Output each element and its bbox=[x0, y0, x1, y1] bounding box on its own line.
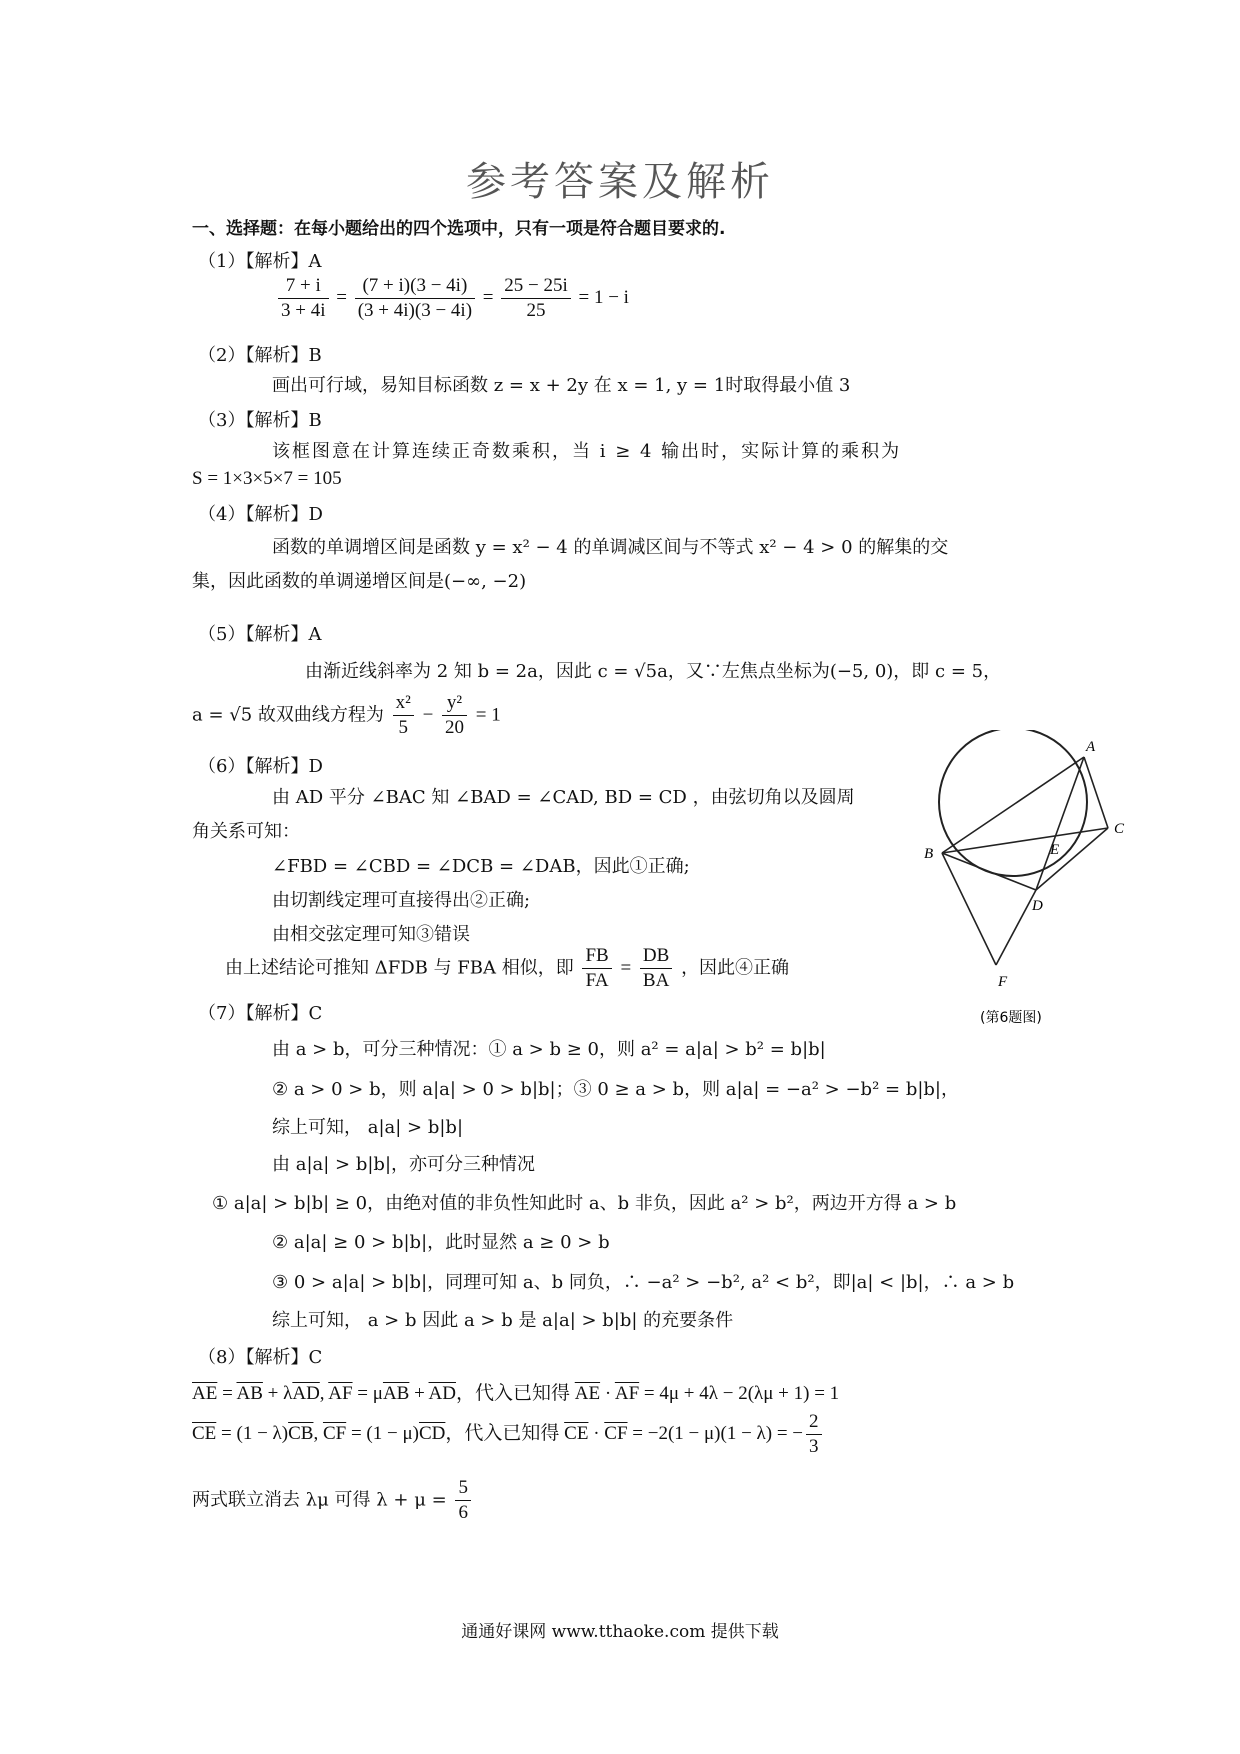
q8-l2d: ，代入已知得 bbox=[445, 1422, 565, 1444]
q8-frac-num: 2 bbox=[806, 1410, 822, 1435]
q6-equals: = bbox=[620, 957, 632, 979]
vector-AE: $\overline{AE}$ bbox=[192, 1383, 218, 1404]
q5-frac2-den: 20 bbox=[445, 717, 465, 738]
q4-text-line2: 集，因此函数的单调递增区间是(−∞, −2) bbox=[192, 571, 527, 592]
q8-heading: （8）【解析】C bbox=[198, 1347, 323, 1368]
q6-frac1-den: FA bbox=[585, 970, 609, 991]
q8-l2f: = −2(1 − μ)(1 − λ) = − bbox=[627, 1422, 804, 1444]
q7-text-line3: 综上可知， a|a| > b|b| bbox=[272, 1117, 464, 1138]
q6-text-line6a: 由上述结论可推知 ΔFDB 与 FBA 相似，即 bbox=[225, 957, 574, 979]
q6-text-line1: 由 AD 平分 ∠BAC 知 ∠BAD = ∠CAD, BD = CD ，由弦切角以及圆周 bbox=[272, 787, 855, 808]
footer-credit: 通通好课网 www.tthaoke.com 提供下载 bbox=[461, 1622, 779, 1642]
q2-text: 画出可行域，易知目标函数 z = x + 2y 在 x = 1, y = 1时取得最小值 3 bbox=[272, 375, 851, 396]
q6-text-line6b: ，因此④正确 bbox=[681, 957, 790, 979]
q8-l1f: ，代入已知得 bbox=[455, 1383, 575, 1404]
q6-text-line4: 由切割线定理可直接得出②正确; bbox=[272, 890, 531, 911]
section-heading: 一、选择题：在每小题给出的四个选项中，只有一项是符合题目要求的. bbox=[192, 219, 726, 239]
q1-frac1-num: 7 + i bbox=[278, 274, 329, 299]
q8-l2e: · bbox=[588, 1422, 605, 1444]
q8-line2 bbox=[192, 1410, 825, 1459]
q1-heading: （1）【解析】A bbox=[198, 251, 322, 272]
vector-AF: $\overline{AF}$ bbox=[328, 1383, 353, 1404]
figure-label-A: A bbox=[1086, 739, 1096, 755]
q1-frac3-num: 25 − 25i bbox=[501, 274, 571, 299]
figure-label-D: D bbox=[1032, 898, 1043, 914]
vector-AE-2: $\overline{AE}$ bbox=[574, 1383, 601, 1404]
q1-frac3-den: 25 bbox=[526, 300, 546, 321]
q7-heading: （7）【解析】C bbox=[198, 1003, 323, 1024]
vector-AB-2: $\overline{AB}$ bbox=[382, 1383, 410, 1404]
q1-frac1-den: 3 + 4i bbox=[281, 300, 326, 321]
q5-frac1-den: 5 bbox=[398, 717, 408, 738]
q2-heading: （2）【解析】B bbox=[198, 345, 322, 366]
q5-minus: − bbox=[422, 704, 434, 726]
q5-text-line1: 由渐近线斜率为 2 知 b = 2a，因此 c = √5a，又∵左焦点坐标为(−5, 0)，即 c = 5， bbox=[305, 661, 1002, 682]
q7-text-line5: ① a|a| > b|b| ≥ 0，由绝对值的非负性知此时 a、b 非负，因此 a² > b²，两边开方得 a > b bbox=[212, 1193, 957, 1214]
q8-l1c: , bbox=[319, 1383, 329, 1404]
q5-frac2-num: y² bbox=[442, 691, 467, 716]
q6-frac2-num: DB bbox=[640, 944, 672, 969]
vector-CF-2: $\overline{CF}$ bbox=[604, 1422, 628, 1444]
q6-frac2-den: BA bbox=[642, 970, 670, 991]
q7-text-line2: ② a > 0 > b，则 a|a| > 0 > b|b|；③ 0 ≥ a > b，则 a|a| = −a² > −b² = b|b|， bbox=[272, 1079, 959, 1100]
vector-AD-2: $\overline{AD}$ bbox=[428, 1383, 456, 1404]
figure-segment-DF bbox=[996, 890, 1036, 965]
figure-label-C: C bbox=[1114, 821, 1125, 837]
q5-equation bbox=[192, 691, 501, 740]
vector-AF-2: $\overline{AF}$ bbox=[614, 1383, 640, 1404]
q6-frac1-num: FB bbox=[582, 944, 611, 969]
q8-frac2-num: 5 bbox=[455, 1476, 471, 1501]
vector-AD: $\overline{AD}$ bbox=[292, 1383, 320, 1404]
page-title: 参考答案及解析 bbox=[466, 159, 774, 205]
figure-label-B: B bbox=[924, 846, 934, 862]
q1-equation: $\frac{7 + i}{3 + 4i}$ = $\frac{(7 + i)(3 - 4i)}{(3 + 4i)(3 - 4i)}$ = $\frac{25 - 25i}{25}$ = 1 − i bbox=[275, 274, 629, 323]
q7-text-line4: 由 a|a| > b|b|，亦可分三种情况 bbox=[272, 1154, 536, 1175]
q6-text-line2: 角关系可知： bbox=[192, 821, 300, 842]
q5-equals: = 1 bbox=[475, 704, 501, 726]
vector-CE-2: $\overline{CE}$ bbox=[564, 1422, 589, 1444]
q6-text-line5: 由相交弦定理可知③错误 bbox=[272, 924, 470, 945]
q8-l1h: = 4μ + 4λ − 2(λμ + 1) = 1 bbox=[639, 1383, 840, 1404]
vector-CD: $\overline{CD}$ bbox=[418, 1422, 446, 1444]
q7-text-line8: 综上可知， a > b 因此 a > b 是 a|a| > b|b| 的充要条件 bbox=[272, 1310, 734, 1331]
q8-frac2-den: 6 bbox=[458, 1502, 468, 1523]
figure-segment-AC bbox=[1084, 757, 1108, 828]
figure-label-F: F bbox=[998, 974, 1008, 990]
q8-frac-den: 3 bbox=[809, 1436, 819, 1457]
figure-label-E: E bbox=[1050, 842, 1060, 858]
q5-text-line2: a = √5 故双曲线方程为 bbox=[192, 704, 384, 726]
q8-l1a: = bbox=[217, 1383, 237, 1404]
q7-text-line6: ② a|a| ≥ 0 > b|b|，此时显然 a ≥ 0 > b bbox=[272, 1232, 610, 1253]
q8-l2c: = (1 − μ) bbox=[346, 1422, 419, 1444]
figure-segment-BD bbox=[942, 853, 1036, 890]
q4-text-line1: 函数的单调增区间是函数 y = x² − 4 的单调减区间与不等式 x² − 4 > 0 的解集的交 bbox=[272, 537, 949, 558]
q1-frac2-den: (3 + 4i)(3 − 4i) bbox=[357, 300, 473, 321]
q3-text-line1: 该框图意在计算连续正奇数乘积，当 i ≥ 4 输出时，实际计算的乘积为 bbox=[272, 441, 902, 462]
q6-heading: （6）【解析】D bbox=[198, 756, 323, 777]
q4-heading: （4）【解析】D bbox=[198, 504, 323, 525]
figure-segment-BF bbox=[942, 853, 996, 965]
vector-CB: $\overline{CB}$ bbox=[288, 1422, 314, 1444]
figure-circle bbox=[939, 730, 1087, 876]
q8-l2b: , bbox=[313, 1422, 323, 1444]
q6-conclusion bbox=[225, 944, 789, 993]
q8-l1b: + λ bbox=[262, 1383, 293, 1404]
q8-line1 bbox=[192, 1378, 839, 1405]
q5-heading: （5）【解析】A bbox=[198, 624, 322, 645]
q1-result: = 1 − i bbox=[578, 286, 629, 308]
q5-frac1-num: x² bbox=[393, 691, 414, 716]
q8-l2a: = (1 − λ) bbox=[216, 1422, 289, 1444]
vector-CF: $\overline{CF}$ bbox=[322, 1422, 347, 1444]
q1-frac2-num: (7 + i)(3 − 4i) bbox=[355, 274, 475, 299]
figure-caption: (第6题图) bbox=[980, 1010, 1042, 1026]
q7-text-line1: 由 a > b，可分三种情况：① a > b ≥ 0，则 a² = a|a| > b² = b|b| bbox=[272, 1039, 826, 1060]
q8-l1d: = μ bbox=[352, 1383, 383, 1404]
q6-text-line3: ∠FBD = ∠CBD = ∠DCB = ∠DAB，因此①正确; bbox=[272, 856, 690, 877]
q3-text-line2: S = 1×3×5×7 = 105 bbox=[192, 468, 342, 489]
q8-l3a: 两式联立消去 λμ 可得 λ + μ = bbox=[192, 1489, 447, 1511]
figure-segment-AB bbox=[942, 757, 1084, 853]
q7-text-line7: ③ 0 > a|a| > b|b|，同理可知 a、b 同负，∴ −a² > −b², a² < b²，即|a| < |b|，∴ a > b bbox=[272, 1272, 1015, 1293]
vector-AB: $\overline{AB}$ bbox=[236, 1383, 263, 1404]
q8-l1e: + bbox=[409, 1383, 429, 1404]
q8-line3 bbox=[192, 1476, 474, 1525]
q8-l1g: · bbox=[600, 1383, 615, 1404]
vector-CE: $\overline{CE}$ bbox=[192, 1422, 217, 1444]
q3-heading: （3）【解析】B bbox=[198, 410, 322, 431]
q6-geometry-figure bbox=[920, 730, 1140, 1030]
